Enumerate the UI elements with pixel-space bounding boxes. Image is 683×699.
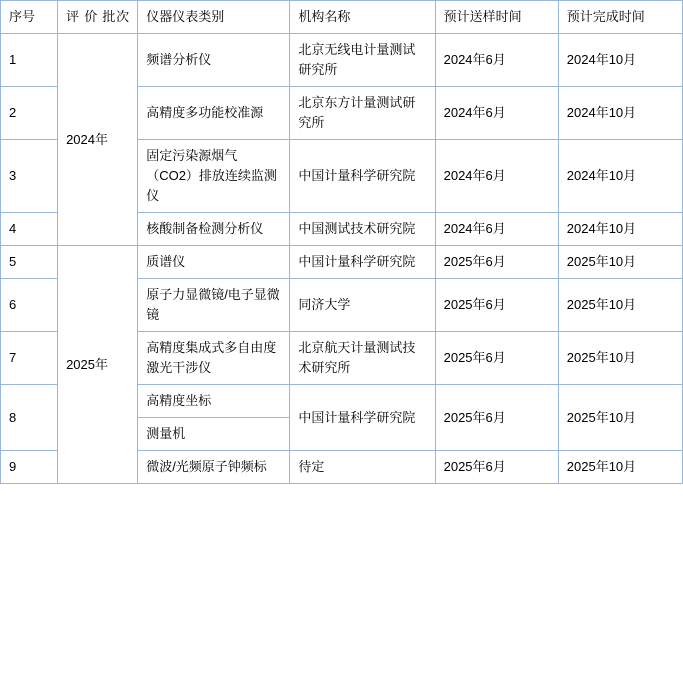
cell-done-time: 2024年10月 (558, 34, 682, 87)
cell-send-time: 2024年6月 (435, 87, 558, 140)
cell-index: 6 (1, 279, 58, 332)
cell-batch-2024: 2024年 (58, 34, 138, 246)
column-header-batch-label: 评 价 批次 (66, 9, 130, 24)
cell-done-time: 2025年10月 (558, 332, 682, 385)
cell-index: 7 (1, 332, 58, 385)
cell-done-time: 2025年10月 (558, 246, 682, 279)
column-header-organization: 机构名称 (290, 1, 435, 34)
cell-organization: 中国计量科学研究院 (290, 246, 435, 279)
cell-category: 微波/光频原子钟频标 (138, 451, 290, 484)
cell-send-time: 2025年6月 (435, 279, 558, 332)
column-header-send-time: 预计送样时间 (435, 1, 558, 34)
cell-done-time: 2024年10月 (558, 87, 682, 140)
cell-index: 8 (1, 385, 58, 451)
cell-send-time: 2024年6月 (435, 34, 558, 87)
cell-send-time: 2024年6月 (435, 140, 558, 213)
cell-done-time: 2024年10月 (558, 140, 682, 213)
cell-index: 4 (1, 213, 58, 246)
cell-send-time: 2025年6月 (435, 385, 558, 451)
cell-organization: 中国计量科学研究院 (290, 140, 435, 213)
cell-category-continued: 测量机 (138, 418, 290, 451)
cell-index: 9 (1, 451, 58, 484)
cell-organization: 待定 (290, 451, 435, 484)
cell-index: 1 (1, 34, 58, 87)
cell-done-time: 2025年10月 (558, 385, 682, 451)
cell-index: 2 (1, 87, 58, 140)
cell-category: 高精度坐标 (138, 385, 290, 418)
cell-organization: 北京东方计量测试研究所 (290, 87, 435, 140)
column-header-index: 序号 (1, 1, 58, 34)
cell-category: 高精度集成式多自由度激光干涉仪 (138, 332, 290, 385)
cell-category: 频谱分析仪 (138, 34, 290, 87)
cell-organization: 中国测试技术研究院 (290, 213, 435, 246)
cell-organization: 中国计量科学研究院 (290, 385, 435, 451)
cell-send-time: 2025年6月 (435, 451, 558, 484)
cell-category: 高精度多功能校准源 (138, 87, 290, 140)
cell-index: 3 (1, 140, 58, 213)
table-row (1, 34, 683, 87)
cell-index: 5 (1, 246, 58, 279)
cell-category: 固定污染源烟气（CO2）排放连续监测仪 (138, 140, 290, 213)
cell-send-time: 2025年6月 (435, 246, 558, 279)
cell-organization: 北京航天计量测试技术研究所 (290, 332, 435, 385)
cell-organization: 北京无线电计量测试研究所 (290, 34, 435, 87)
column-header-batch (58, 1, 138, 34)
cell-organization: 同济大学 (290, 279, 435, 332)
cell-done-time: 2025年10月 (558, 279, 682, 332)
column-header-done-time: 预计完成时间 (558, 1, 682, 34)
table-body (1, 34, 683, 484)
cell-category: 质谱仪 (138, 246, 290, 279)
cell-send-time: 2024年6月 (435, 213, 558, 246)
cell-done-time: 2024年10月 (558, 213, 682, 246)
cell-category: 核酸制备检测分析仪 (138, 213, 290, 246)
table-header-row (1, 1, 683, 34)
cell-batch-2025: 2025年 (58, 246, 138, 484)
cell-done-time: 2025年10月 (558, 451, 682, 484)
column-header-category: 仪器仪表类别 (138, 1, 290, 34)
table-row (1, 246, 683, 279)
cell-send-time: 2025年6月 (435, 332, 558, 385)
cell-category: 原子力显微镜/电子显微镜 (138, 279, 290, 332)
table-header (1, 1, 683, 34)
